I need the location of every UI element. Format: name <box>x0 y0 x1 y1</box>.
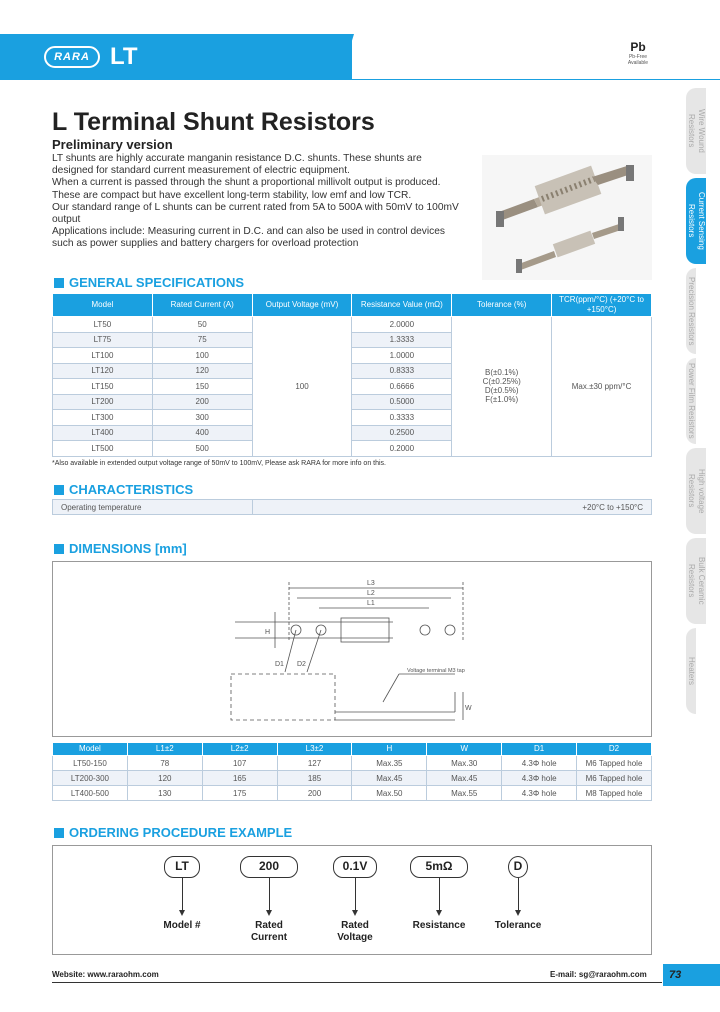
cell-model: LT500 <box>53 441 153 457</box>
label-model: Model # <box>163 920 201 931</box>
hole-d2 <box>420 625 430 635</box>
arrow-icon <box>518 878 519 914</box>
intro-paragraph: Applications include: Measuring current in D.C. and can also be used in control devices such as power supplies and battery chargers for overload protection <box>52 226 445 250</box>
code-voltage: 0.1V <box>333 856 377 878</box>
cell-current: 120 <box>152 363 252 379</box>
cell: 120 <box>127 771 202 786</box>
leader-voltage-terminal <box>383 674 399 702</box>
side-view-body <box>231 674 335 720</box>
cell: 4.3Φ hole <box>502 786 577 801</box>
arrow-icon <box>439 878 440 914</box>
cell: 130 <box>127 786 202 801</box>
label-tolerance: Tolerance <box>494 920 542 931</box>
tab-high-voltage[interactable]: High voltage Resistors <box>686 448 706 534</box>
leader-d1 <box>285 630 296 672</box>
table-row <box>53 786 652 801</box>
col-header: Model <box>53 294 153 317</box>
cell-resistance: 0.6666 <box>352 379 452 395</box>
tolerance-option: B(±0.1%) <box>485 368 519 378</box>
label-h: H <box>265 629 271 636</box>
cell: 78 <box>127 756 202 771</box>
cell-current: 300 <box>152 410 252 426</box>
cell-current: 150 <box>152 379 252 395</box>
table-row <box>53 771 652 786</box>
tab-wire-wound[interactable]: Wire Wound Resistors <box>686 88 706 174</box>
dimensions-heading <box>54 541 187 556</box>
tab-power-film[interactable]: Power Film Resistors <box>686 358 696 444</box>
label-voltage-terminal: Voltage terminal M3 tap <box>407 668 465 674</box>
section-title: ORDERING PROCEDURE EXAMPLE <box>69 825 293 840</box>
section-marker-icon <box>54 828 64 838</box>
characteristics-table <box>52 499 652 515</box>
series-name: LT <box>110 43 138 70</box>
table-row <box>53 500 652 515</box>
footer-email[interactable]: E-mail: sg@raraohm.com <box>550 970 647 979</box>
cell-current: 500 <box>152 441 252 457</box>
label-rated-current: Rated Current <box>250 920 288 943</box>
col-header: W <box>427 743 502 756</box>
cell-output-voltage: 100 <box>252 317 352 457</box>
cell: 107 <box>202 756 277 771</box>
pb-free-text: Pb-Free <box>628 54 648 60</box>
cell: 200 <box>277 786 352 801</box>
label-l1: L1 <box>367 600 375 607</box>
footer-website[interactable]: Website: www.raraohm.com <box>52 970 159 979</box>
cell-model: LT100 <box>53 348 153 364</box>
col-header: L1±2 <box>127 743 202 756</box>
table-row <box>53 756 652 771</box>
code-current: 200 <box>240 856 298 878</box>
cell: Max.50 <box>352 786 427 801</box>
tolerance-option: F(±1.0%) <box>485 395 519 405</box>
cell-model: LT50 <box>53 317 153 333</box>
cell: Max.55 <box>427 786 502 801</box>
dimension-drawing-frame <box>52 561 652 737</box>
cell-current: 400 <box>152 425 252 441</box>
cell: 185 <box>277 771 352 786</box>
cell: M8 Tapped hole <box>577 786 652 801</box>
code-model: LT <box>164 856 200 878</box>
header-band-edge <box>340 34 354 80</box>
cell: M6 Tapped hole <box>577 771 652 786</box>
dimensions-table <box>52 742 652 801</box>
label-resistance: Resistance <box>412 920 466 931</box>
cell-resistance: 0.2000 <box>352 441 452 457</box>
section-marker-icon <box>54 485 64 495</box>
cell-current: 100 <box>152 348 252 364</box>
dimension-drawing <box>53 562 651 736</box>
label-d2: D2 <box>297 661 306 668</box>
cell-resistance: 0.3333 <box>352 410 452 426</box>
cell: 4.3Φ hole <box>502 771 577 786</box>
cell-resistance: 2.0000 <box>352 317 452 333</box>
section-title: CHARACTERISTICS <box>69 482 194 497</box>
char-name: Operating temperature <box>53 500 253 515</box>
page-number: 73 <box>663 964 720 986</box>
general-specs-table <box>52 293 652 457</box>
cell-current: 200 <box>152 394 252 410</box>
cell: M6 Tapped hole <box>577 756 652 771</box>
side-view-terminal <box>455 692 463 720</box>
col-header: L2±2 <box>202 743 277 756</box>
arrow-icon <box>355 878 356 914</box>
cell: Max.45 <box>352 771 427 786</box>
cell: 4.3Φ hole <box>502 756 577 771</box>
tolerance-option: C(±0.25%) <box>482 377 521 387</box>
col-header: Resistance Value (mΩ) <box>352 294 452 317</box>
general-specs-heading <box>54 275 244 290</box>
cell-resistance: 0.5000 <box>352 394 452 410</box>
tolerance-option: D(±0.5%) <box>484 386 519 396</box>
characteristics-heading <box>54 482 193 497</box>
page-subtitle: Preliminary version <box>52 137 173 152</box>
cell-resistance: 0.8333 <box>352 363 452 379</box>
cell: 165 <box>202 771 277 786</box>
cell-model: LT400 <box>53 425 153 441</box>
code-tolerance: D <box>508 856 528 878</box>
col-header: Rated Current (A) <box>152 294 252 317</box>
tab-heaters[interactable]: Heaters <box>686 628 696 714</box>
section-title: DIMENSIONS [mm] <box>69 541 187 556</box>
arrow-icon <box>269 878 270 914</box>
pb-free-badge <box>618 40 658 66</box>
ordering-heading <box>54 825 292 840</box>
col-header: D2 <box>577 743 652 756</box>
intro-text <box>52 153 462 251</box>
label-d1: D1 <box>275 661 284 668</box>
label-w: W <box>465 705 472 712</box>
leader-d2 <box>307 630 321 672</box>
col-header: H <box>352 743 427 756</box>
pb-label: Pb <box>630 40 646 54</box>
section-marker-icon <box>54 544 64 554</box>
label-l2: L2 <box>367 590 375 597</box>
cell-resistance: 1.0000 <box>352 348 452 364</box>
cell: LT200-300 <box>53 771 128 786</box>
cell: 175 <box>202 786 277 801</box>
pb-available-text: Available <box>627 60 649 66</box>
cell-resistance: 1.3333 <box>352 332 452 348</box>
col-header: Model <box>53 743 128 756</box>
label-rated-voltage: Rated Voltage <box>337 920 373 943</box>
col-header: L3±2 <box>277 743 352 756</box>
tab-bulk-ceramic[interactable]: Bulk Ceramic Resistors <box>686 538 706 624</box>
cell-tolerance <box>452 317 552 457</box>
cell-model: LT150 <box>53 379 153 395</box>
col-header: Output Voltage (mV) <box>252 294 352 317</box>
intro-paragraph: When a current is passed through the shunt a proportional millivolt output is produced. These are compact but have excellent long-term stability, low emf and low TCR. <box>52 177 441 201</box>
header-rule <box>352 79 720 80</box>
col-header: D1 <box>502 743 577 756</box>
tab-current-sensing[interactable]: Current Sensing Resistors <box>686 178 706 264</box>
intro-paragraph: Our standard range of L shunts can be current rated from 5A to 500A with 50mV to 100mV output <box>52 201 459 226</box>
cell: Max.45 <box>427 771 502 786</box>
char-value: +20°C to +150°C <box>252 500 651 515</box>
table-row <box>53 317 652 333</box>
resistive-element <box>341 618 389 642</box>
section-title: GENERAL SPECIFICATIONS <box>69 275 245 290</box>
cell: 127 <box>277 756 352 771</box>
category-tabs <box>686 88 720 718</box>
page-title: L Terminal Shunt Resistors <box>52 108 375 136</box>
label-l3: L3 <box>367 580 375 587</box>
cell-model: LT75 <box>53 332 153 348</box>
cell-current: 50 <box>152 317 252 333</box>
cell-model: LT300 <box>53 410 153 426</box>
tab-precision[interactable]: Precision Resistors <box>686 268 696 354</box>
cell-tcr: Max.±30 ppm/°C <box>552 317 652 457</box>
code-resistance: 5mΩ <box>410 856 468 878</box>
col-header: TCR(ppm/°C) (+20°C to +150°C) <box>552 294 652 317</box>
spec-footnote: *Also available in extended output voltage range of 50mV to 100mV, Please ask RARA for more info on this. <box>52 460 386 467</box>
hole-d2 <box>445 625 455 635</box>
product-photo <box>482 155 652 280</box>
intro-paragraph: LT shunts are highly accurate manganin resistance D.C. shunts. These shunts are designed for standard current measurement of electric equipment. <box>52 153 422 177</box>
cell: Max.35 <box>352 756 427 771</box>
col-header: Tolerance (%) <box>452 294 552 317</box>
section-marker-icon <box>54 278 64 288</box>
cell: Max.30 <box>427 756 502 771</box>
brand-logo[interactable]: RARA <box>44 46 100 68</box>
cell-resistance: 0.2500 <box>352 425 452 441</box>
footer-rule <box>52 982 662 983</box>
cell: LT400-500 <box>53 786 128 801</box>
cell-model: LT120 <box>53 363 153 379</box>
cell: LT50-150 <box>53 756 128 771</box>
cell-current: 75 <box>152 332 252 348</box>
arrow-icon <box>182 878 183 914</box>
cell-model: LT200 <box>53 394 153 410</box>
